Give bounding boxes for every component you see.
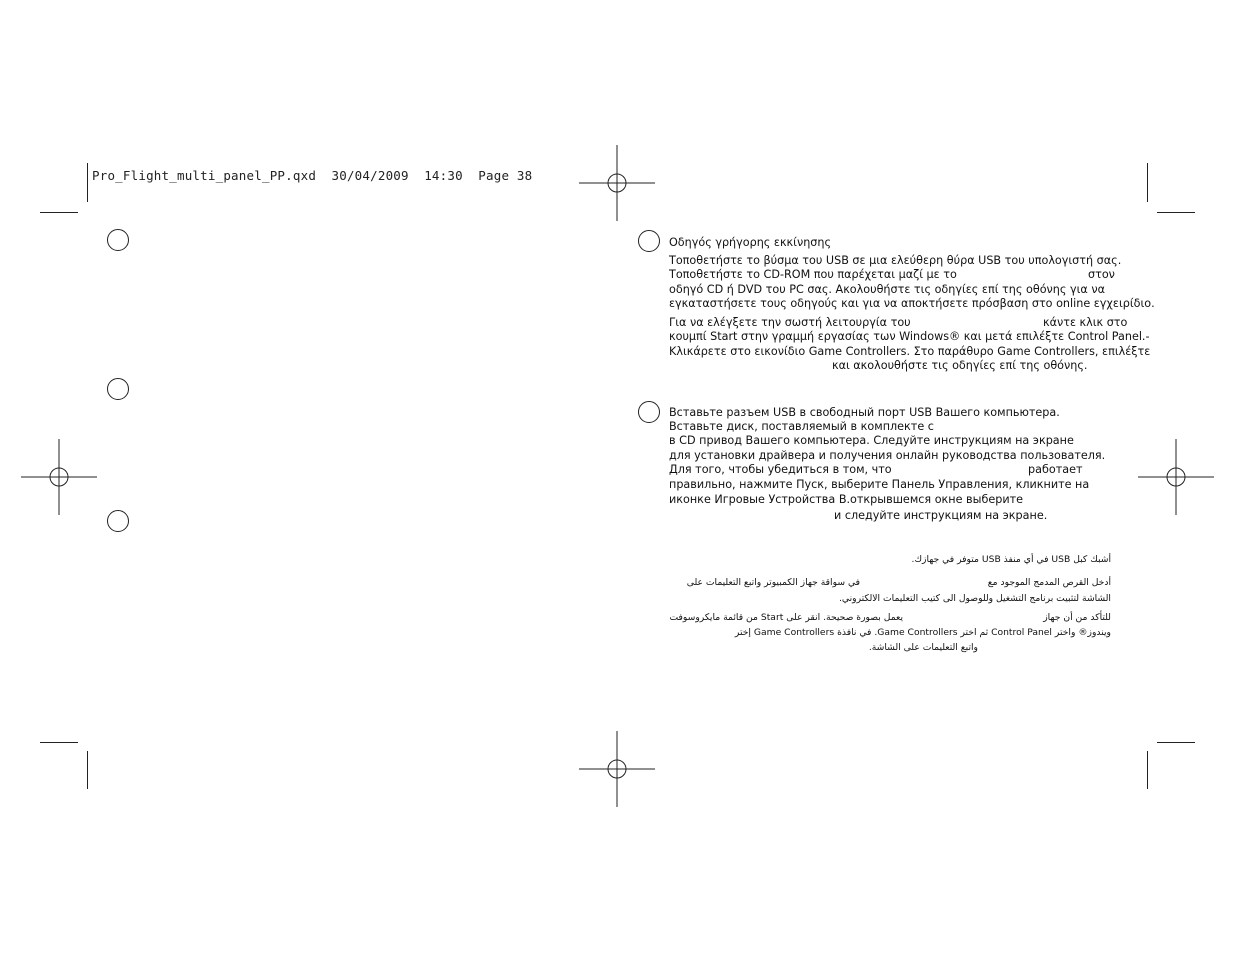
russian-line: правильно, нажмите Пуск, выберите Панель Управления, кликните на: [669, 478, 1090, 491]
greek-line: και ακολουθήστε τις οδηγίες επί της οθόνης.: [832, 359, 1088, 372]
registration-mark-bottom: [579, 731, 655, 807]
arabic-line: في سواقة جهاز الكمبيوتر واتبع التعليمات على: [686, 577, 860, 588]
arabic-line: أدخل القرص المدمج الموجود مع: [987, 577, 1111, 588]
greek-line: Κλικάρετε στο εικονίδιο Game Controllers. Στο παράθυρο Game Controllers, επιλέξτε: [669, 345, 1151, 358]
greek-line: οδηγό CD ή DVD του PC σας. Ακολουθήστε τις οδηγίες επί της οθόνης για να: [669, 283, 1105, 296]
russian-line: работает: [1028, 463, 1083, 476]
arabic-line: واتبع التعليمات على الشاشة.: [868, 642, 978, 653]
crop-mark-bottom-right-v: [1147, 751, 1148, 789]
step-circle-left-2: [107, 378, 129, 400]
step-circle-left-1: [107, 229, 129, 251]
greek-line: στον: [1088, 268, 1115, 281]
step-circle-greek: [638, 230, 660, 252]
registration-mark-top: [579, 145, 655, 221]
russian-line: Для того, чтобы убедиться в том, что: [669, 463, 892, 476]
step-circle-russian: [638, 401, 660, 423]
slug-line: Pro_Flight_multi_panel_PP.qxd 30/04/2009 14:30 Page 38: [92, 168, 533, 183]
step-circle-left-3: [107, 510, 129, 532]
crop-mark-bottom-left-v: [87, 751, 88, 789]
greek-line: Για να ελέγξετε την σωστή λειτουργία του: [669, 316, 911, 329]
greek-line: Τοποθετήστε το CD-ROM που παρέχεται μαζί με το: [669, 268, 957, 281]
crop-mark-top-left-v: [87, 163, 88, 202]
arabic-line: ويندوز® واختر Control Panel ثم اختر Game Controllers. في نافذة Game Controllers إختر: [734, 627, 1111, 638]
greek-line: κάντε κλικ στο: [1043, 316, 1128, 329]
russian-line: Вставьте разъем USB в свободный порт USB Вашего компьютера.: [669, 406, 1060, 419]
registration-mark-right: [1138, 439, 1214, 515]
crop-mark-top-right-v: [1147, 163, 1148, 202]
crop-mark-bottom-left-h: [40, 742, 78, 743]
greek-line: Τοποθετήστε το βύσμα του USB σε μια ελεύθερη θύρα USB του υπολογιστή σας.: [669, 254, 1122, 267]
crop-mark-bottom-right-h: [1157, 742, 1195, 743]
russian-line: в CD привод Вашего компьютера. Следуйте инструкциям на экране: [669, 434, 1074, 447]
russian-line: и следуйте инструкциям на экране.: [834, 509, 1048, 522]
russian-line: Вставьте диск, поставляемый в комплекте с: [669, 420, 934, 433]
registration-mark-left: [21, 439, 97, 515]
crop-mark-top-right-h: [1157, 212, 1195, 213]
arabic-line: للتأكد من أن جهاز: [1043, 612, 1111, 623]
greek-title: Οδηγός γρήγορης εκκίνησης: [669, 236, 832, 249]
russian-line: иконке Игровые Устройства В.открывшемся окне выберите: [669, 493, 1024, 506]
greek-line: εγκαταστήσετε τους οδηγούς και για να αποκτήσετε πρόσβαση στο online εγχειρίδιο.: [669, 297, 1155, 310]
crop-mark-top-left-h: [40, 212, 78, 213]
russian-line: для установки драйвера и получения онлайн руководства пользователя.: [669, 449, 1106, 462]
greek-line: κουμπί Start στην γραμμή εργασίας των Windows® και μετά επιλέξτε Control Panel.-: [669, 330, 1150, 343]
arabic-line: يعمل بصورة صحيحة. انقر على Start من قائمة مايكروسوفت: [669, 612, 903, 623]
arabic-line: الشاشة لتثبيت برنامج التشغيل وللوصول الى كتيب التعليمات الالكتروني.: [839, 593, 1111, 604]
arabic-line: أشبك كبل USB في أي منفذ USB متوفر في جهازك.: [911, 554, 1111, 565]
